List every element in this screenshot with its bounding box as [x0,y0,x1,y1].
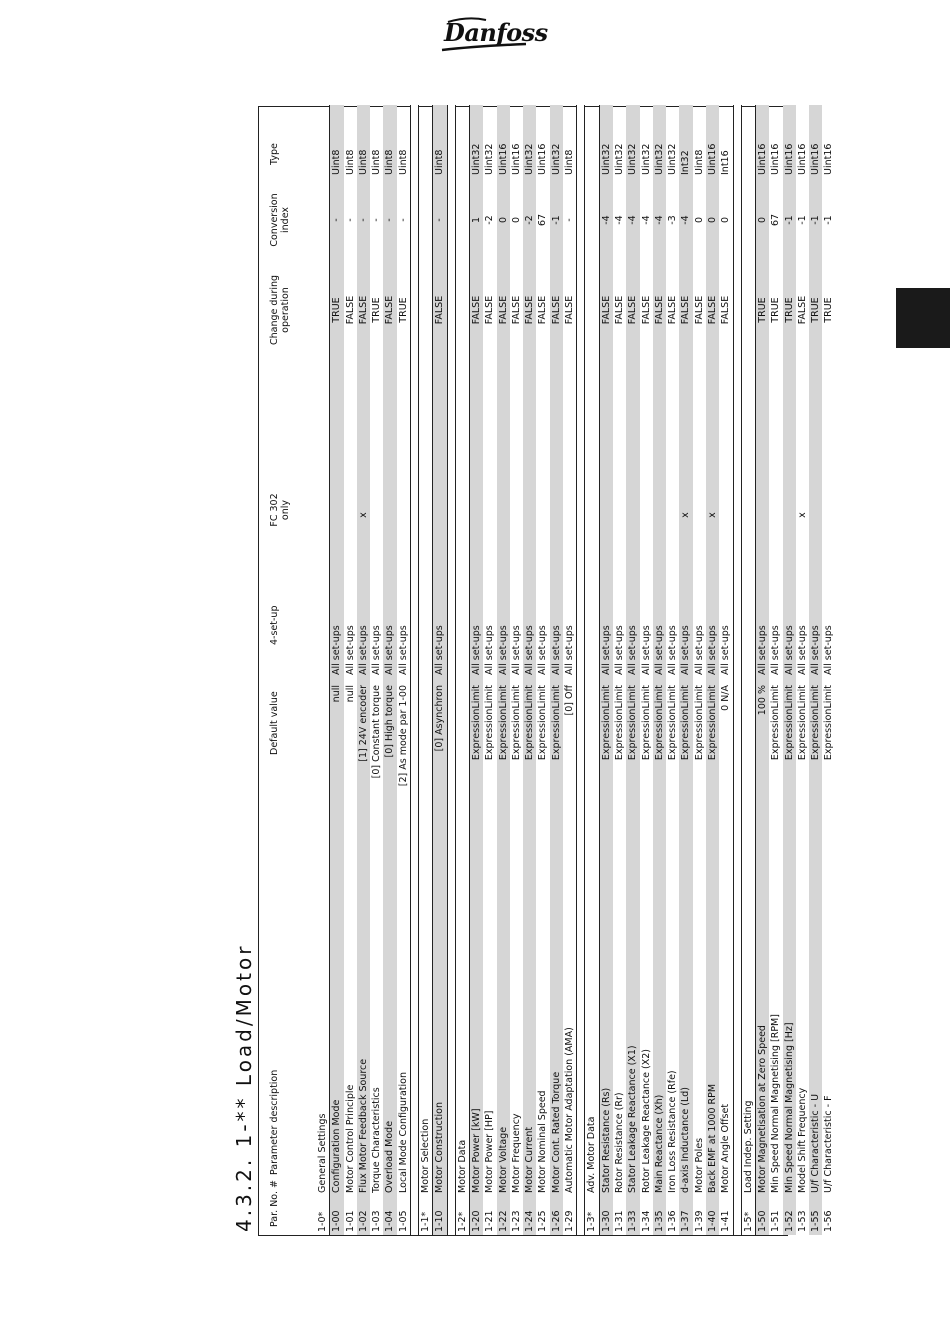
default-value: null [331,685,343,703]
par-description: Motor Power [kW] [470,1108,482,1193]
change-during-operation: FALSE [510,295,522,325]
table-row [383,105,396,1235]
conversion-index: - [331,218,343,222]
change-during-operation: FALSE [693,295,705,325]
par-description: Motor Cont. Rated Torque [550,1071,562,1193]
par-description: Stator Resistance (Rs) [600,1087,612,1193]
conversion-index: -2 [484,215,496,225]
default-value: ExpressionLimit [510,685,522,761]
rotated-table-page [232,76,835,1236]
par-number: 1-30 [600,1210,612,1232]
change-during-operation: FALSE [796,295,808,325]
data-type: Uint32 [613,143,625,175]
change-during-operation: FALSE [720,295,732,325]
conversion-index: -4 [627,215,639,225]
setup-value: All set-ups [497,625,509,675]
change-during-operation: FALSE [484,295,496,325]
data-type: Uint32 [627,143,639,175]
table-row [756,105,769,1235]
change-during-operation: FALSE [344,295,356,325]
table-row [769,105,782,1235]
data-type: Uint8 [344,149,356,175]
data-type: Uint8 [693,149,705,175]
default-value: ExpressionLimit [810,685,822,761]
default-value: ExpressionLimit [627,685,639,761]
change-during-operation: FALSE [707,295,719,325]
change-during-operation: TRUE [756,297,768,323]
data-type: Uint16 [810,143,822,175]
par-number: 1-33 [627,1210,639,1232]
setup-value: All set-ups [653,625,665,675]
data-type: Uint32 [653,143,665,175]
par-description: Motor Voltage [497,1126,509,1193]
par-description: Flux Motor Feedback Source [357,1058,369,1193]
group-number: 1-5* [742,1211,754,1232]
par-description: Motor Poles [693,1137,705,1193]
default-value: [0] Off [564,685,576,716]
par-description: Min Speed Normal Magnetising [RPM] [770,1014,782,1193]
group-number: 1-2* [456,1211,468,1232]
par-description: Rotor Leakage Reactance (X2) [640,1049,652,1193]
change-during-operation: FALSE [680,295,692,325]
par-number: 1-00 [331,1210,343,1232]
conversion-index: -4 [613,215,625,225]
setup-value: All set-ups [357,625,369,675]
par-number: 1-36 [667,1210,679,1232]
section-separator [410,105,419,1235]
default-value: ExpressionLimit [537,685,549,761]
default-value: ExpressionLimit [707,685,719,761]
setup-value: All set-ups [331,625,343,675]
conversion-index: 0 [756,216,768,224]
section-separator [576,105,585,1235]
table-row [370,105,383,1235]
conversion-index: -1 [810,215,822,225]
table-row [483,105,496,1235]
change-during-operation: FALSE [497,295,509,325]
par-number: 1-05 [397,1210,409,1232]
default-value: ExpressionLimit [770,685,782,761]
default-value: ExpressionLimit [484,685,496,761]
section-title: 4.3.2. 1-** Load/Motor [232,943,256,1232]
par-description: Rotor Resistance (Rr) [613,1092,625,1193]
setup-value: All set-ups [693,625,705,675]
chapter-tab-marker [896,288,950,348]
par-description: Iron Loss Resistance (Rfe) [667,1070,679,1193]
par-description: Model Shift Frequency [796,1087,808,1193]
conversion-index: - [434,218,446,222]
change-during-operation: FALSE [653,295,665,325]
change-during-operation: TRUE [823,297,835,323]
par-description: Motor Current [524,1126,536,1193]
conversion-index: 0 [693,216,705,224]
conversion-index: - [397,218,409,222]
data-type: Uint16 [783,143,795,175]
conversion-index: 0 [720,216,732,224]
header-description: Parameter description [269,1069,280,1175]
par-number: 1-53 [796,1210,808,1232]
default-value: null [344,685,356,703]
conversion-index: -1 [823,215,835,225]
data-type: Uint16 [796,143,808,175]
group-header-row [456,105,470,1235]
setup-value: All set-ups [384,625,396,675]
par-number: 1-41 [720,1210,732,1232]
table-row [640,105,653,1235]
conversion-index: -1 [796,215,808,225]
par-number: 1-52 [783,1210,795,1232]
setup-value: All set-ups [756,625,768,675]
par-number: 1-20 [470,1210,482,1232]
fc302-flag: x [357,512,369,518]
conversion-index: -1 [550,215,562,225]
header-type: Type [269,143,280,165]
table-row [679,105,692,1235]
default-value: ExpressionLimit [550,685,562,761]
table-row [613,105,626,1235]
group-header-row [742,105,756,1235]
group-number: 1-0* [317,1211,328,1232]
setup-value: All set-ups [720,625,732,675]
table-body [316,105,836,1235]
table-row [626,105,639,1235]
default-value: 100 % [756,685,768,716]
default-value: 0 N/A [720,685,732,711]
setup-value: All set-ups [796,625,808,675]
group-title: Adv. Motor Data [586,1116,598,1193]
data-type: Int32 [680,150,692,175]
conversion-index: -4 [653,215,665,225]
data-type: Uint8 [397,149,409,175]
data-type: Uint32 [640,143,652,175]
default-value: [2] As mode par 1-00 [397,685,409,787]
default-value: ExpressionLimit [667,685,679,761]
data-type: Uint32 [550,143,562,175]
setup-value: All set-ups [613,625,625,675]
default-value: [0] High torque [384,685,396,758]
par-description: Motor Control Principle [344,1084,356,1193]
par-number: 1-01 [344,1210,356,1232]
par-description: Min Speed Normal Magnetising [Hz] [783,1022,795,1193]
default-value: [1] 24V encoder [357,685,369,762]
fc302-flag: x [680,512,692,518]
data-type: Uint8 [331,149,343,175]
change-during-operation: FALSE [384,295,396,325]
table-row [510,105,523,1235]
header-par-no: Par. No. # [269,1180,280,1227]
par-description: U/f Characteristic - U [810,1093,822,1193]
header-setup: 4-set-up [269,605,280,645]
par-number: 1-23 [510,1210,522,1232]
par-number: 1-40 [707,1210,719,1232]
change-during-operation: TRUE [397,297,409,323]
fc302-flag: x [796,512,808,518]
par-description: Motor Power [HP] [484,1110,496,1193]
par-description: Back EMF at 1000 RPM [707,1083,719,1193]
table-row [600,105,613,1235]
data-type: Uint8 [371,149,383,175]
table-row [330,105,343,1235]
parameter-table [258,106,835,1236]
setup-value: All set-ups [550,625,562,675]
setup-value: All set-ups [680,625,692,675]
par-number: 1-26 [550,1210,562,1232]
table-row [719,105,732,1235]
conversion-index: 0 [510,216,522,224]
section-separator [447,105,456,1235]
data-type: Uint32 [484,143,496,175]
par-number: 1-24 [524,1210,536,1232]
setup-value: All set-ups [640,625,652,675]
data-type: Uint16 [770,143,782,175]
data-type: Uint8 [434,149,446,175]
setup-value: All set-ups [371,625,383,675]
table-row [563,105,576,1235]
table-row [397,105,410,1235]
group-header-row [419,105,433,1235]
par-number: 1-25 [537,1210,549,1232]
par-number: 1-21 [484,1210,496,1232]
table-row [822,105,835,1235]
conversion-index: 67 [537,213,549,227]
fc302-flag: x [707,512,719,518]
table-row [357,105,370,1235]
setup-value: All set-ups [600,625,612,675]
par-number: 1-39 [693,1210,705,1232]
table-row [693,105,706,1235]
default-value: ExpressionLimit [796,685,808,761]
default-value: ExpressionLimit [524,685,536,761]
setup-value: All set-ups [667,625,679,675]
par-description: Motor Frequency [510,1113,522,1193]
conversion-index: 0 [707,216,719,224]
change-during-operation: FALSE [627,295,639,325]
change-during-operation: FALSE [564,295,576,325]
table-row [470,105,483,1235]
change-during-operation: TRUE [371,297,383,323]
default-value: ExpressionLimit [783,685,795,761]
data-type: Uint16 [537,143,549,175]
change-during-operation: TRUE [783,297,795,323]
par-description: Configuration Mode [331,1099,343,1193]
par-description: Main Reactance (Xh) [653,1094,665,1193]
par-number: 1-37 [680,1210,692,1232]
data-type: Uint8 [357,149,369,175]
par-description: Motor Nominal Speed [537,1090,549,1193]
group-header-row [585,105,599,1235]
change-during-operation: TRUE [331,297,343,323]
par-description: Torque Characteristics [371,1087,383,1193]
conversion-index: -4 [600,215,612,225]
section-separator [733,105,742,1235]
par-description: Motor Angle Offset [720,1103,732,1193]
par-description: U/f Characteristic - F [823,1095,835,1193]
table-row [523,105,536,1235]
setup-value: All set-ups [564,625,576,675]
data-type: Uint8 [564,149,576,175]
default-value: ExpressionLimit [693,685,705,761]
conversion-index: 67 [770,213,782,227]
data-type: Uint32 [667,143,679,175]
conversion-index: -4 [680,215,692,225]
default-value: ExpressionLimit [470,685,482,761]
default-value: [0] Asynchron [434,685,446,752]
change-during-operation: FALSE [470,295,482,325]
group-title: General Settings [317,1113,328,1193]
table-row [809,105,822,1235]
conversion-index: -3 [667,215,679,225]
change-during-operation: FALSE [357,295,369,325]
par-description: d-axis Inductance (Ld) [680,1087,692,1193]
conversion-index: - [371,218,383,222]
group-title: Load Indep. Setting [742,1100,754,1193]
setup-value: All set-ups [397,625,409,675]
setup-value: All set-ups [537,625,549,675]
par-number: 1-02 [357,1210,369,1232]
setup-value: All set-ups [510,625,522,675]
par-number: 1-22 [497,1210,509,1232]
table-header [259,105,311,1235]
data-type: Uint32 [524,143,536,175]
conversion-index: -1 [783,215,795,225]
data-type: Uint16 [707,143,719,175]
change-during-operation: FALSE [434,295,446,325]
par-number: 1-03 [371,1210,383,1232]
par-description: Local Mode Configuration [397,1072,409,1193]
header-change: Change during operation [269,274,291,346]
data-type: Uint16 [497,143,509,175]
group-number: 1-1* [420,1211,432,1232]
default-value: [0] Constant torque [371,685,383,779]
setup-value: All set-ups [770,625,782,675]
table-row [783,105,796,1235]
conversion-index: 1 [470,216,482,224]
setup-value: All set-ups [707,625,719,675]
table-row [796,105,809,1235]
default-value: ExpressionLimit [497,685,509,761]
data-type: Uint16 [756,143,768,175]
table-row [666,105,679,1235]
par-description: Stator Leakage Reactance (X1) [627,1045,639,1193]
data-type: Uint16 [510,143,522,175]
default-value: ExpressionLimit [823,685,835,761]
par-number: 1-34 [640,1210,652,1232]
data-type: Uint16 [823,143,835,175]
default-value: ExpressionLimit [653,685,665,761]
setup-value: All set-ups [810,625,822,675]
header-default: Default value [269,691,280,755]
default-value: ExpressionLimit [680,685,692,761]
par-description: Automatic Motor Adaptation (AMA) [564,1027,576,1193]
data-type: Uint8 [384,149,396,175]
change-during-operation: FALSE [667,295,679,325]
default-value: ExpressionLimit [640,685,652,761]
table-row [536,105,549,1235]
header-conversion: Conversion index [269,193,291,247]
group-title: Motor Selection [420,1118,432,1193]
table-row [653,105,666,1235]
table-row [550,105,563,1235]
setup-value: All set-ups [434,625,446,675]
par-number: 1-35 [653,1210,665,1232]
par-number: 1-56 [823,1210,835,1232]
conversion-index: -4 [640,215,652,225]
par-description: Overload Mode [384,1120,396,1193]
logo-text: Danfoss [444,18,548,47]
data-type: Uint32 [600,143,612,175]
conversion-index: - [357,218,369,222]
par-number: 1-50 [756,1210,768,1232]
change-during-operation: FALSE [613,295,625,325]
danfoss-logo [438,14,548,56]
par-number: 1-51 [770,1210,782,1232]
change-during-operation: FALSE [524,295,536,325]
change-during-operation: FALSE [600,295,612,325]
default-value: ExpressionLimit [600,685,612,761]
conversion-index: - [384,218,396,222]
group-title: Motor Data [456,1139,468,1193]
setup-value: All set-ups [470,625,482,675]
data-type: Uint32 [470,143,482,175]
par-number: 1-55 [810,1210,822,1232]
change-during-operation: FALSE [550,295,562,325]
change-during-operation: TRUE [810,297,822,323]
par-number: 1-31 [613,1210,625,1232]
setup-value: All set-ups [627,625,639,675]
table-row [497,105,510,1235]
par-number: 1-29 [564,1210,576,1232]
group-header-row [316,105,330,1235]
conversion-index: - [344,218,356,222]
change-during-operation: TRUE [770,297,782,323]
setup-value: All set-ups [783,625,795,675]
group-number: 1-3* [586,1211,598,1232]
change-during-operation: FALSE [537,295,549,325]
table-row [706,105,719,1235]
conversion-index: 0 [497,216,509,224]
conversion-index: -2 [524,215,536,225]
header-fc302: FC 302 only [269,493,291,527]
par-number: 1-04 [384,1210,396,1232]
data-type: Int16 [720,150,732,175]
conversion-index: - [564,218,576,222]
par-number: 1-10 [434,1210,446,1232]
par-description: Motor Construction [434,1102,446,1193]
par-description: Motor Magnetisation at Zero Speed [756,1025,768,1193]
table-row [344,105,357,1235]
setup-value: All set-ups [823,625,835,675]
setup-value: All set-ups [524,625,536,675]
setup-value: All set-ups [484,625,496,675]
default-value: ExpressionLimit [613,685,625,761]
change-during-operation: FALSE [640,295,652,325]
setup-value: All set-ups [344,625,356,675]
table-row [433,105,446,1235]
